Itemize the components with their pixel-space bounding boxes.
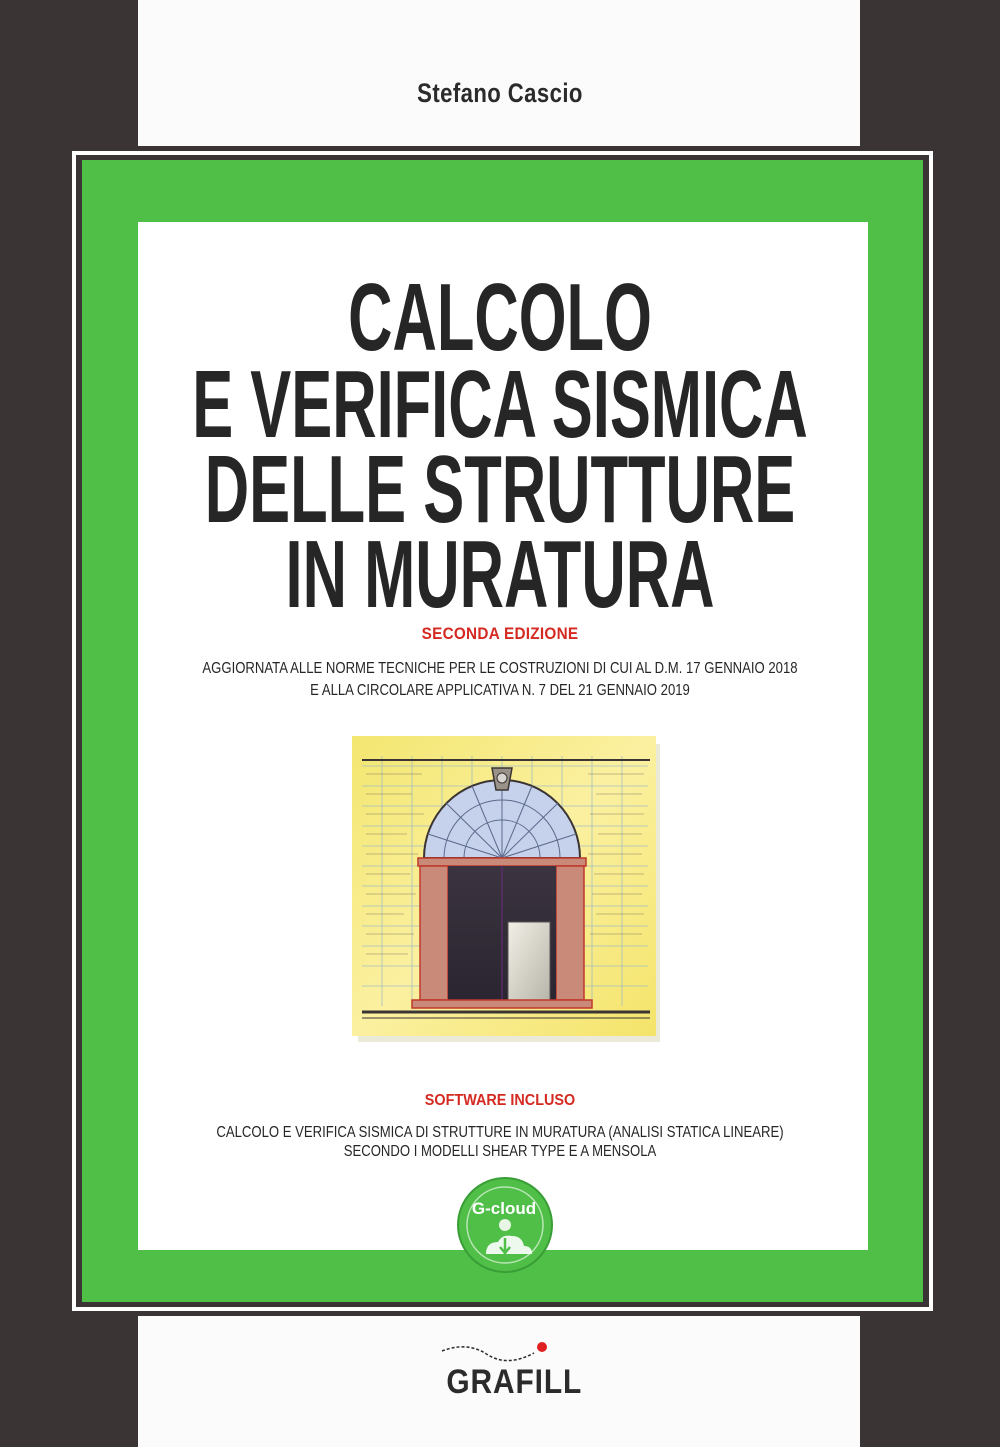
title-line-2: E VERIFICA SISMICA xyxy=(192,351,808,458)
arched-doorway-drawing xyxy=(352,736,664,1044)
top-white-band xyxy=(138,0,860,146)
cloud-badge-label: G-cloud xyxy=(471,1199,537,1218)
software-heading: SOFTWARE INCLUSO xyxy=(424,1092,576,1109)
title-line-4: IN MURATURA xyxy=(285,521,715,628)
software-line-1: CALCOLO E VERIFICA SISMICA DI STRUTTURE IN MURATURA (ANALISI STATICA LINEARE) xyxy=(216,1124,784,1141)
title-line-3: DELLE STRUTTURE xyxy=(204,436,796,543)
update-line-2: E ALLA CIRCOLARE APPLICATIVA N. 7 DEL 21 GENNAIO 2019 xyxy=(310,682,690,699)
grafill-logo xyxy=(438,1333,583,1403)
logo-swoosh xyxy=(438,1333,578,1367)
publisher-name: GRAFILL xyxy=(446,1363,583,1401)
edition-label: SECONDA EDIZIONE xyxy=(421,624,579,643)
cloud-download-disc-icon xyxy=(456,1176,554,1274)
software-line-2: SECONDO I MODELLI SHEAR TYPE E A MENSOLA xyxy=(343,1143,657,1160)
update-line-1: AGGIORNATA ALLE NORME TECNICHE PER LE COSTRUZIONI DI CUI AL D.M. 17 GENNAIO 2018 xyxy=(202,660,798,677)
author-name: Stefano Cascio xyxy=(417,78,583,108)
title-line-1: CALCOLO xyxy=(348,264,652,371)
